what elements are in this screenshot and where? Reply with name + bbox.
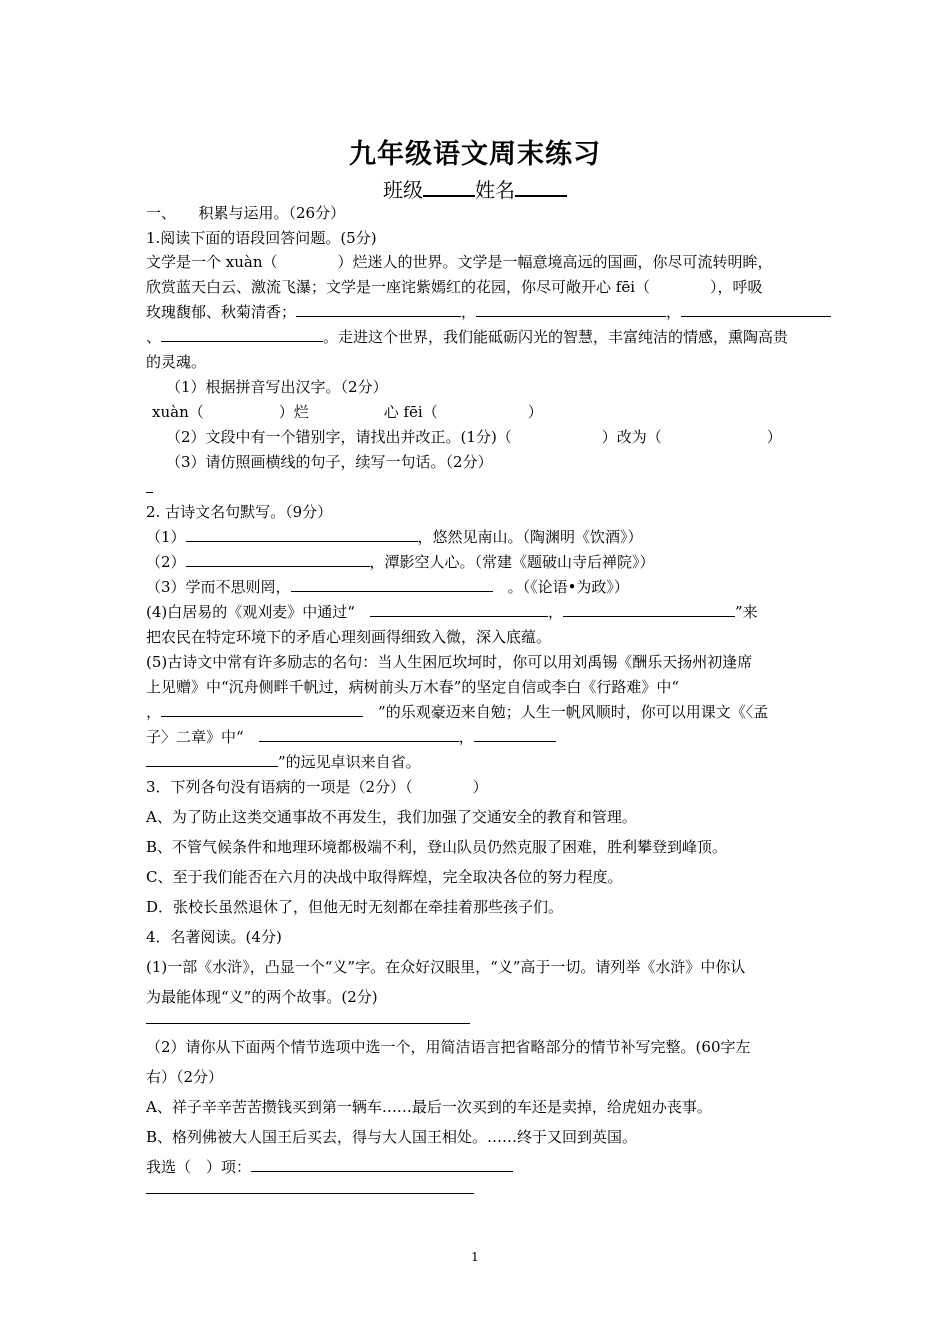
q2-4-blank-a[interactable] (370, 602, 548, 617)
q2-5-line-3: ， ”的乐观豪迈来自勉；人生一帆风顺时，你可以用课文《〈孟 (146, 703, 769, 721)
q2-5-line-4: 子〉二章》中“ ， (146, 727, 556, 747)
q4-heading: 4．名著阅读。(4分) (146, 928, 282, 946)
q1-1-answers: xuàn（ ）烂 心 fēi（ ） (152, 403, 543, 421)
q4-2-line-1: （2）请你从下面两个情节选项中选一个，用简洁语言把省略部分的情节补写完整。(60字左 (146, 1038, 751, 1056)
q3-option-a: A、为了防止这类交通事故不再发生，我们加强了交通安全的教育和管理。 (146, 808, 637, 826)
passage-line-3: 玫瑰馥郁、秋菊清香； ， ， (146, 302, 831, 322)
q2-5-line-1: (5)古诗文中常有许多励志的名句：当人生困厄坎坷时，你可以用刘禹锡《酬乐天扬州初逢席 (146, 653, 753, 671)
q1-heading: 1.阅读下面的语段回答问题。(5分) (146, 229, 377, 247)
q2-3-blank[interactable] (291, 577, 493, 592)
class-label: 班级 (383, 178, 423, 202)
passage-line-5: 的灵魂。 (146, 353, 207, 371)
q2-4-cont: 把农民在特定环境下的矛盾心理刻画得细致入微，深入底蕴。 (146, 628, 552, 646)
q2-5-blank-c[interactable] (474, 727, 556, 742)
blank-2[interactable] (476, 302, 666, 317)
q2-2-blank[interactable] (186, 552, 370, 567)
q4-1-line-1: (1)一部《水浒》，凸显一个“义”字。在众好汉眼里，“义”高于一切。请列举《水浒》中你认 (146, 958, 746, 976)
page-number: 1 (471, 1250, 479, 1264)
q1-3: （3）请仿照画横线的句子，续写一句话。（2分） (166, 453, 493, 471)
q3-option-d: D．张校长虽然退休了，但他无时无刻都在牵挂着那些孩子们。 (146, 898, 564, 916)
q4-2-choice-blank[interactable] (251, 1157, 513, 1172)
q4-2-option-b: B、格列佛被大人国王后买去，得与大人国王相处。……终于又回到英国。 (146, 1128, 638, 1146)
q1-2: （2）文段中有一个错别字，请找出并改正。(1分)（ ）改为（ ） (166, 428, 782, 446)
q2-2: （2） ，潭影空人心。（常建《题破山寺后禅院》） (146, 553, 655, 571)
q2-5-line-2: 上见赠》中“沉舟侧畔千帆过，病树前头万木春”的坚定自信或李白《行路难》中“ (146, 678, 680, 696)
q2-5-blank-a[interactable] (161, 702, 363, 717)
q4-2-answer-line[interactable] (146, 1193, 474, 1194)
passage-line-2: 欣赏蓝天白云、激流飞瀑；文学是一座诧紫嫣红的花园，你尽可敞开心 fēi（ ），呼吸 (146, 278, 763, 296)
blank-1[interactable] (296, 302, 461, 317)
q2-5-blank-b[interactable] (259, 727, 459, 742)
name-blank[interactable] (515, 177, 567, 197)
class-blank[interactable] (423, 177, 475, 197)
q3-heading: 3．下列各句没有语病的一项是（2分）（ ） (146, 778, 488, 796)
page-title: 九年级语文周末练习 (349, 139, 601, 170)
blank-4[interactable] (161, 327, 323, 342)
q3-option-b: B、不管气候条件和地理环境都极端不利，登山队员仍然克服了困难，胜利攀登到峰顶。 (146, 838, 728, 856)
q4-2-option-a: A、祥子辛辛苦苦攒钱买到第一辆车……最后一次买到的车还是卖掉，给虎妞办丧事。 (146, 1098, 712, 1116)
q4-2-line-2: 右）（2分） (146, 1068, 224, 1086)
passage-line-4: 、 。走进这个世界，我们能砥砺闪光的智慧，丰富纯洁的情感，熏陶高贵 (146, 328, 789, 346)
q4-1-answer-line[interactable] (146, 1023, 470, 1024)
q2-5-line-5: ”的远见卓识来自省。 (146, 752, 421, 772)
q2-heading: 2. 古诗文名句默写。（9分） (146, 503, 333, 521)
section-one-heading: 一、 积累与运用。（26分） (146, 204, 346, 222)
q4-1-line-2: 为最能体现“义”的两个故事。(2分) (146, 988, 378, 1006)
short-mark (146, 492, 153, 493)
q2-4-blank-b[interactable] (563, 602, 735, 617)
name-label: 姓名 (475, 178, 515, 202)
q2-1-blank[interactable] (186, 527, 418, 542)
passage-line-1: 文学是一个 xuàn（ ）烂迷人的世界。文学是一幅意境高远的国画，你尽可流转明眸， (146, 253, 773, 271)
q4-2-choice: 我选（ ）项： (146, 1157, 513, 1177)
q2-1: （1） ，悠然见南山。（陶渊明《饮酒》） (146, 528, 643, 546)
class-name-line (0, 174, 950, 203)
q2-3: （3）学而不思则罔， 。（《论语•为政》） (146, 578, 629, 596)
q2-5-blank-d[interactable] (146, 752, 278, 767)
q2-4: (4)白居易的《观刈麦》中通过“ ， ”来 (146, 603, 758, 621)
q3-option-c: C、至于我们能否在六月的决战中取得辉煌，完全取决各位的努力程度。 (146, 868, 623, 886)
blank-3[interactable] (681, 302, 831, 317)
q1-1: （1）根据拼音写出汉字。（2分） (166, 378, 388, 396)
